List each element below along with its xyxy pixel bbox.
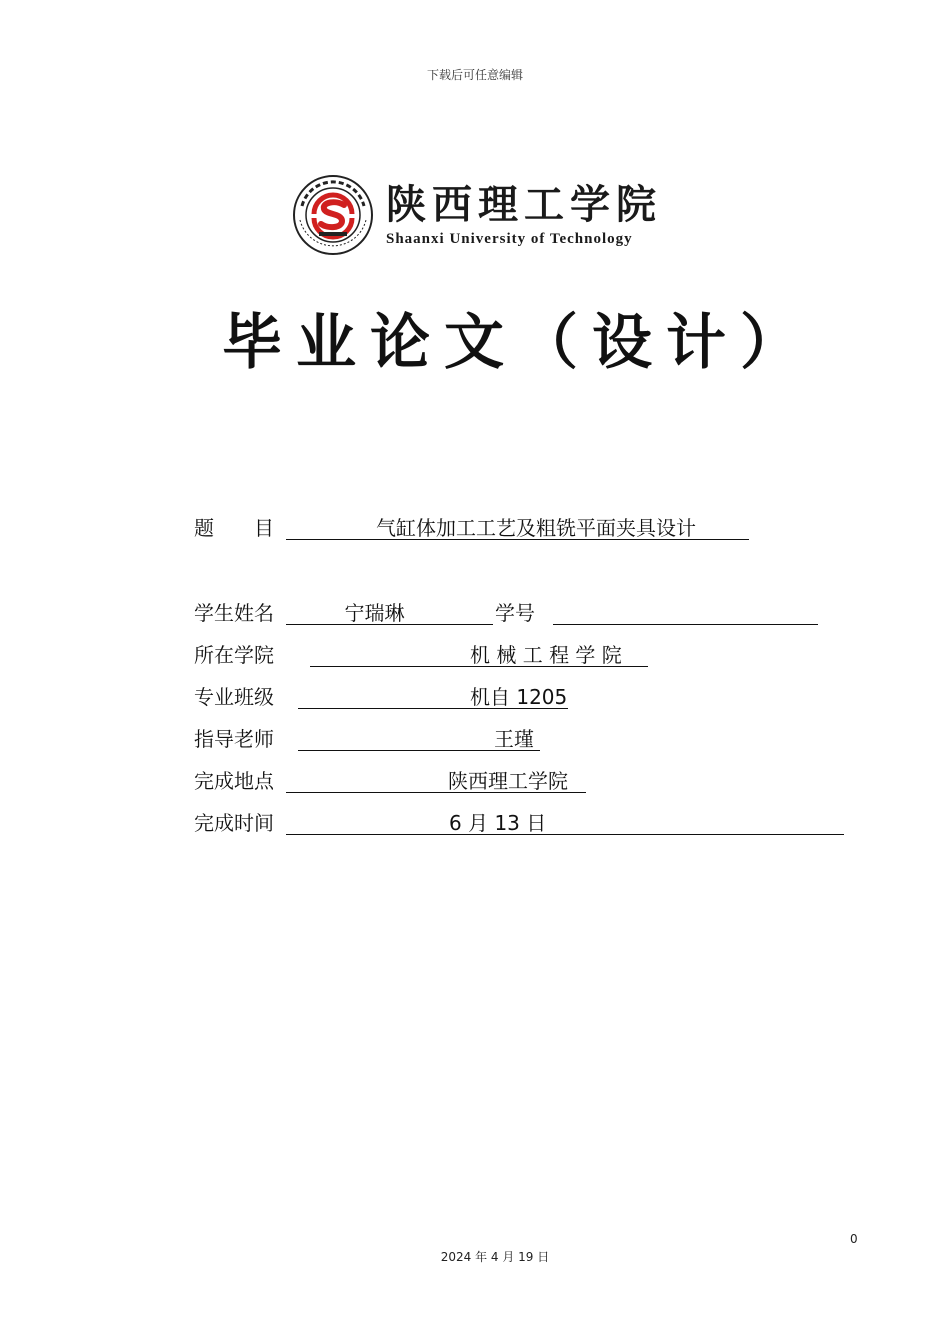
location-row (194, 766, 594, 796)
footer-date: 2024 年 4 月 19 日 (440, 1250, 550, 1264)
advisor-label: 指导老师 (194, 727, 274, 751)
advisor-field (298, 724, 540, 751)
major-class-row (194, 682, 574, 712)
student-name-field (286, 598, 493, 625)
major-class-value: 机自 1205 (470, 685, 568, 709)
location-label: 完成地点 (194, 769, 274, 793)
student-name-label: 学生姓名 (194, 601, 274, 625)
completion-time-field (286, 808, 844, 835)
major-class-field (298, 682, 568, 709)
location-value: 陕西理工学院 (448, 769, 568, 793)
thesis-title: 毕业论文（设计） (222, 308, 814, 378)
student-id-field (553, 598, 818, 625)
completion-time-row (194, 808, 849, 838)
topic-value: 气缸体加工工艺及粗铣平面夹具设计 (376, 516, 696, 540)
student-name-value: 宁瑞琳 (344, 601, 405, 625)
completion-time-value: 6 月 13 日 (449, 811, 547, 835)
advisor-row (194, 724, 544, 754)
page-number: 0 (850, 1232, 858, 1246)
topic-field (286, 513, 749, 540)
location-field (286, 766, 586, 793)
topic-row (194, 513, 754, 543)
university-logo (292, 172, 702, 258)
college-value: 机 械 工 程 学 院 (470, 643, 622, 667)
header-note: 下载后可任意编辑 (426, 68, 523, 82)
student-row (194, 598, 824, 628)
college-field (310, 640, 648, 667)
major-class-label: 专业班级 (194, 685, 274, 709)
college-label: 所在学院 (194, 643, 274, 667)
university-name-en: Shaanxi University of Technology (386, 231, 633, 247)
completion-time-label: 完成时间 (194, 811, 274, 835)
topic-label: 题 目 (194, 516, 274, 540)
university-name-cn: 陕西理工学院 (386, 181, 662, 228)
college-row (194, 640, 654, 670)
student-id-label: 学号 (495, 601, 535, 625)
advisor-value: 王瑾 (494, 727, 534, 751)
university-seal-icon (292, 174, 374, 256)
